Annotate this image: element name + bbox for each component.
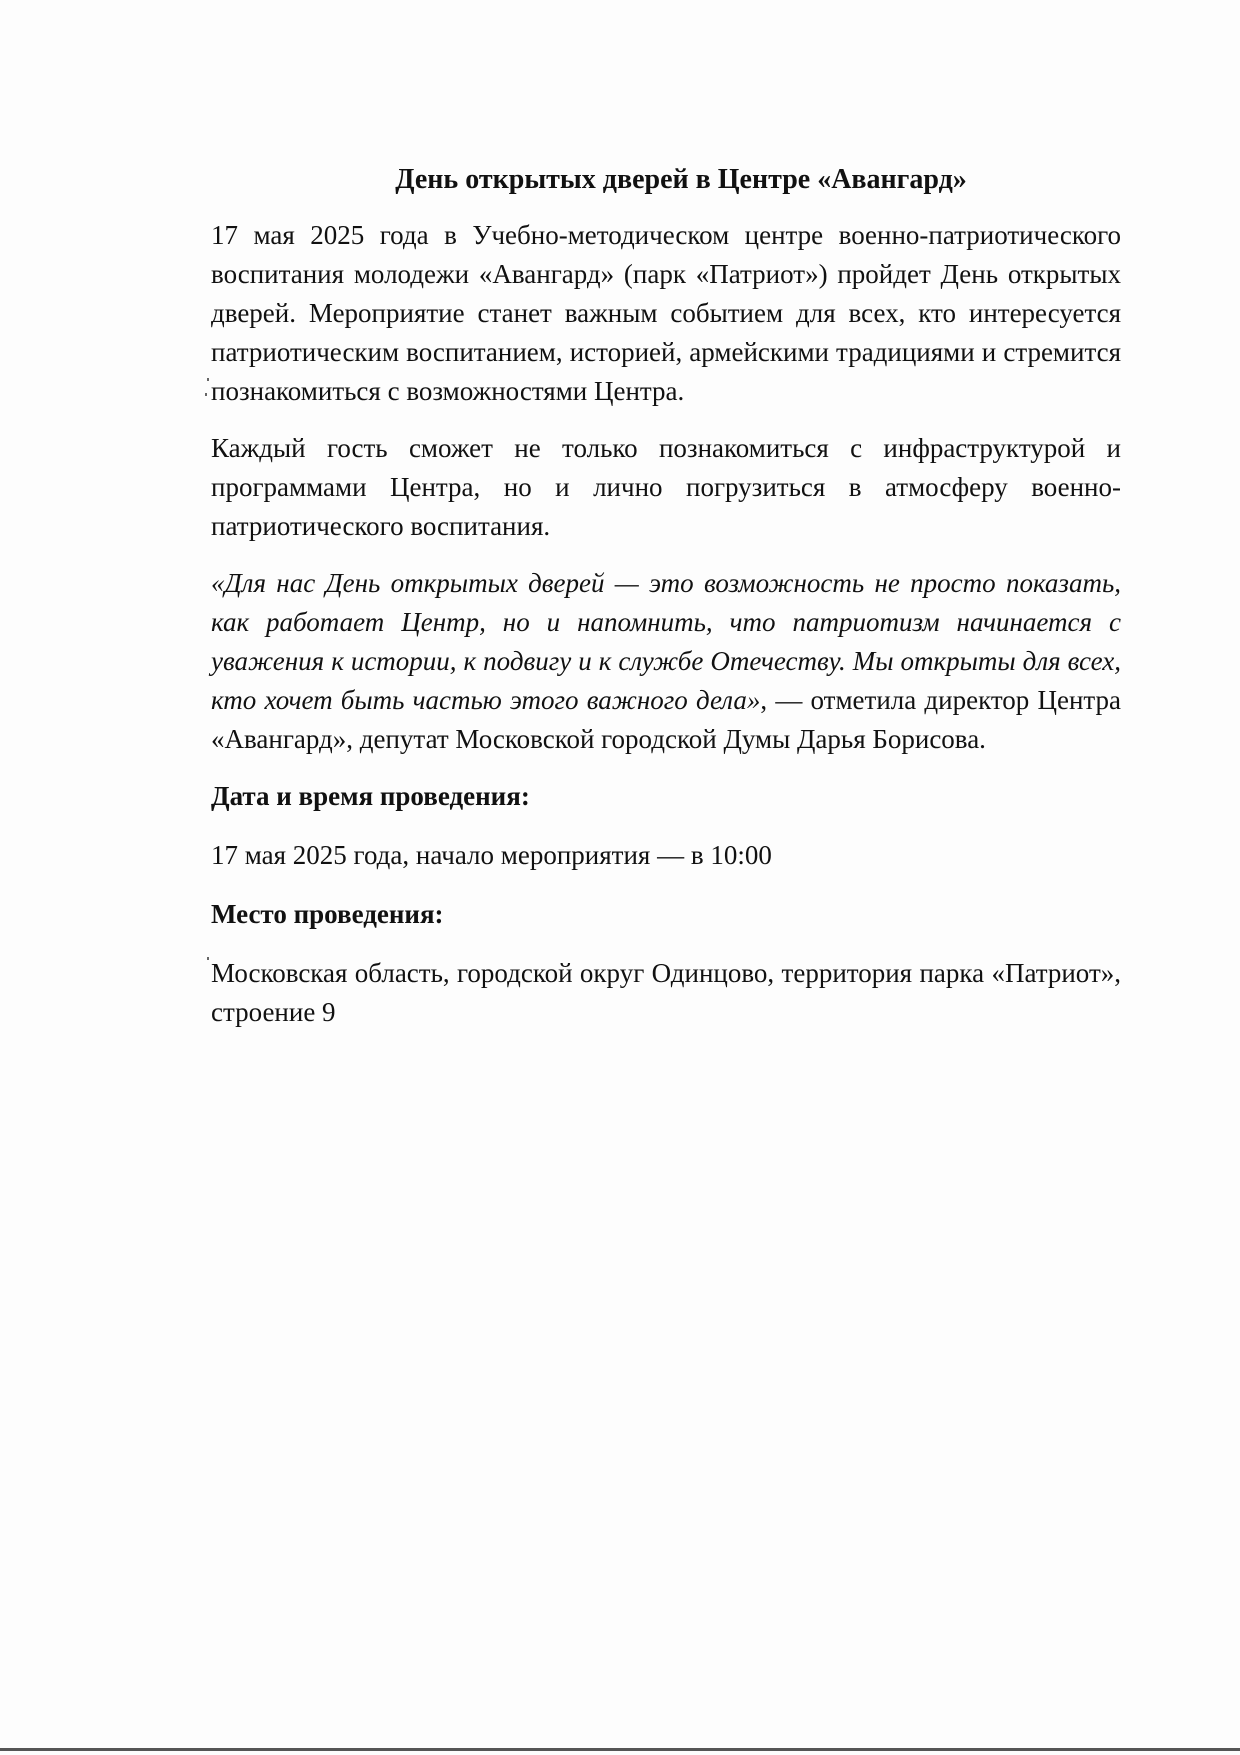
document-title: День открытых дверей в Центре «Авангард» <box>395 164 967 195</box>
paragraph-quote <box>211 564 1121 759</box>
quote-attribution: , — отметила директор Центра «Авангард», депутат Московской городской Думы Дарья Борисова. <box>211 685 1122 754</box>
scan-speck <box>205 393 207 396</box>
scan-speck <box>207 378 209 381</box>
document-body <box>211 160 1121 1032</box>
scan-speck <box>207 957 209 960</box>
paragraph-guests: Каждый гость сможет не только познакомиться с инфраструктурой и программами Центра, но и лично погрузиться в атмосферу военно-патриотического воспитания. <box>211 433 1121 541</box>
scan-bottom-edge <box>0 1748 1240 1751</box>
date-heading: Дата и время проведения: <box>211 781 530 811</box>
place-text: Московская область, городской округ Одинцово, территория парка «Патриот», строение 9 <box>211 958 1121 1027</box>
paragraph-intro: 17 мая 2025 года в Учебно-методическом центре военно-патриотического воспитания молодежи «Авангард» (парк «Патриот») пройдет День открытых дверей. Мероприятие станет важным событием для всех, кто интересуется патриотическим воспитанием, историей, армейскими традициями и стремится познакомиться с возможностями Центра. <box>211 220 1121 406</box>
place-heading: Место проведения: <box>211 899 444 929</box>
date-text: 17 мая 2025 года, начало мероприятия — в 10:00 <box>211 840 772 870</box>
quote-text: «Для нас День открытых дверей — это возможность не просто показать, как работает Центр, но и напомнить, что патриотизм начинается с уважения к истории, к подвигу и к службе Отечеству. Мы открыты для всех, кто хочет быть частью этого важного дела» <box>211 568 1121 715</box>
